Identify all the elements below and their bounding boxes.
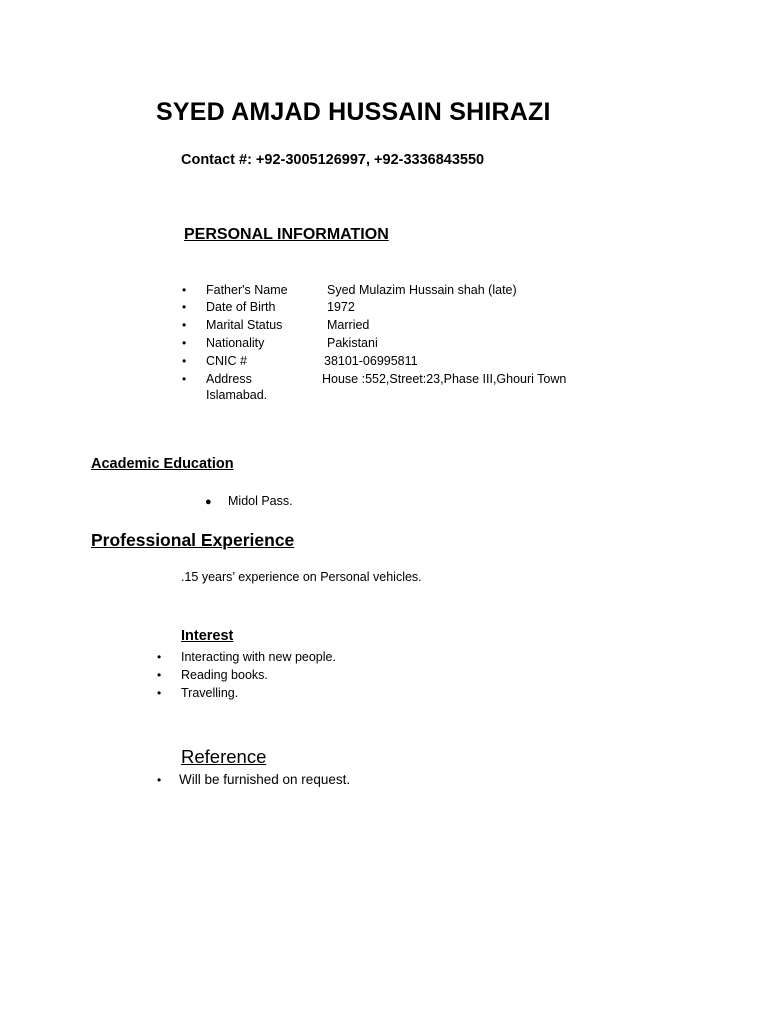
bullet-icon: • [182, 300, 187, 314]
address-continued: Islamabad. [206, 388, 268, 402]
bullet-icon: ● [205, 496, 212, 508]
list-item [157, 666, 268, 684]
bullet-icon: • [182, 372, 187, 386]
list-item-text: Interacting with new people. [181, 650, 336, 664]
list-item [157, 648, 336, 666]
info-value: Pakistani [327, 336, 378, 350]
list-item [205, 494, 293, 508]
info-value: 1972 [327, 300, 355, 314]
reference-heading: Reference [181, 746, 267, 767]
professional-experience-text: .15 years’ experience on Personal vehicles. [181, 570, 422, 584]
bullet-icon: • [182, 283, 187, 297]
info-label: Marital Status [206, 318, 283, 332]
list-item [157, 684, 238, 702]
list-item [157, 772, 350, 787]
academic-education-heading: Academic Education [91, 456, 234, 472]
bullet-icon: • [182, 354, 187, 368]
list-item-text: Reading books. [181, 668, 268, 682]
info-label: Address [206, 372, 252, 386]
bullet-icon: • [157, 773, 162, 787]
bullet-icon: • [182, 318, 187, 332]
list-item-text: Midol Pass. [228, 494, 293, 508]
info-value: Married [327, 318, 370, 332]
info-value: Syed Mulazim Hussain shah (late) [327, 283, 517, 297]
list-item-text: Will be furnished on request. [179, 772, 351, 787]
list-item-text: Travelling. [181, 686, 239, 700]
info-value: 38101-06995811 [324, 354, 418, 368]
info-label: CNIC # [206, 354, 247, 368]
professional-experience-heading: Professional Experience [91, 530, 295, 550]
info-label: Date of Birth [206, 300, 276, 314]
bullet-icon: • [157, 686, 162, 700]
resume-name: SYED AMJAD HUSSAIN SHIRAZI [156, 98, 551, 126]
bullet-icon: • [157, 668, 162, 682]
info-value: House :552,Street:23,Phase III,Ghouri Town [322, 372, 567, 386]
personal-information-heading: PERSONAL INFORMATION [184, 226, 389, 243]
bullet-icon: • [182, 336, 187, 350]
interest-heading: Interest [181, 628, 234, 644]
bullet-icon: • [157, 650, 162, 664]
contact-numbers: Contact #: +92-3005126997, +92-3336843550 [181, 152, 485, 168]
info-label: Father's Name [206, 283, 288, 297]
info-label: Nationality [206, 336, 265, 350]
